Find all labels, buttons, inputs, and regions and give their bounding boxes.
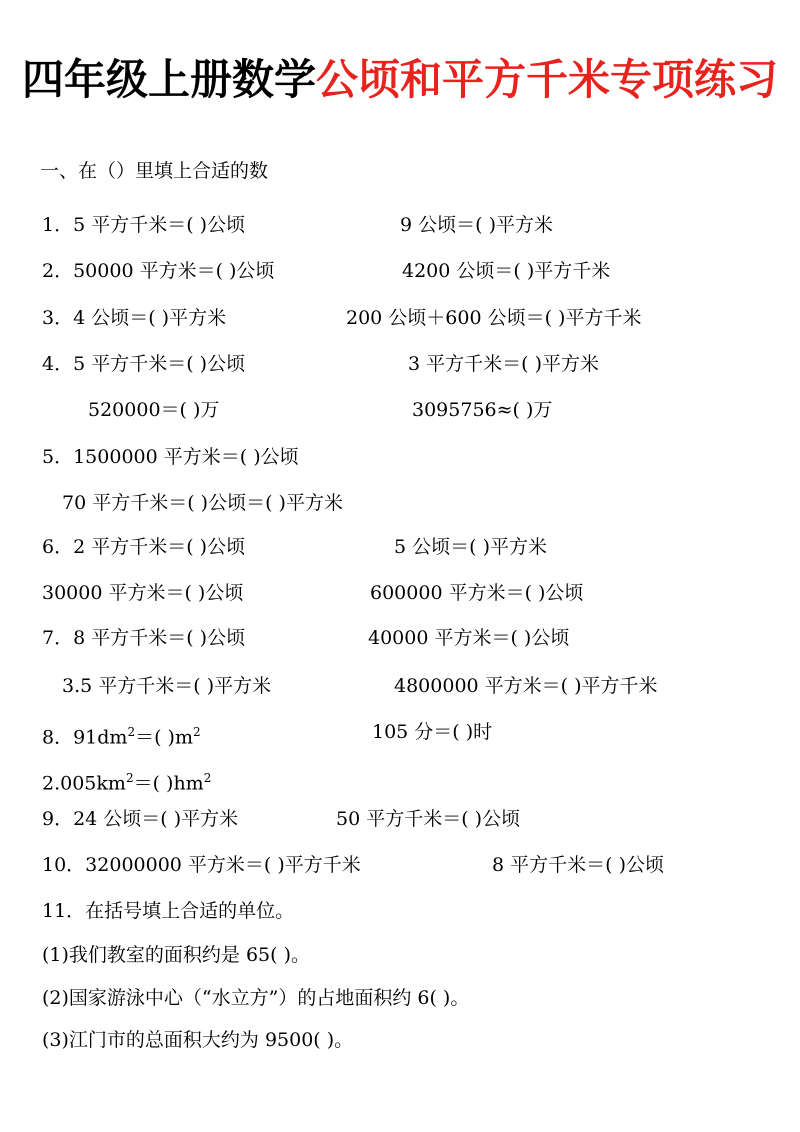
title-red-part: 公顷和平方千米专项练习 [316,55,779,104]
q8-c-sup1: 2 [125,771,134,785]
q8-c [42,765,211,796]
q6-d: 600000 平方米＝( )公顷 [370,582,584,604]
q2-b: 4200 公顷＝( )平方千米 [402,260,611,282]
q9-b: 50 平方千米＝( )公顷 [336,808,521,830]
q7-c: 3.5 平方千米＝( )平方米 [62,675,272,697]
q8-c-lhs: 2.005km [42,772,126,795]
q8-a-sup1: 2 [127,725,136,739]
q6-b: 5 公顷＝( )平方米 [394,536,547,558]
q1-a: 1．5 平方千米＝( )公顷 [42,214,246,236]
q8-b: 105 分＝( )时 [372,721,493,743]
q4-d: 3095756≈( )万 [412,399,553,421]
q8-c-rhs: ＝( )hm [133,772,204,795]
q8-a-sup2: 2 [192,725,201,739]
q6-c: 30000 平方米＝( )公顷 [42,582,244,604]
q8-a-rhs: ＝( )m [135,726,193,749]
q11-3: (3)江门市的总面积大约为 9500( )。 [42,1029,354,1051]
q9-a: 9．24 公顷＝( )平方米 [42,808,239,830]
q11-2: (2)国家游泳中心（“水立方”）的占地面积约 6( )。 [42,987,470,1009]
q5-b: 70 平方千米＝( )公顷＝( )平方米 [62,492,343,514]
q2-a: 2．50000 平方米＝( )公顷 [42,260,275,282]
q11-heading: 11．在括号填上合适的单位。 [42,900,295,922]
q4-c: 520000＝( )万 [88,399,220,421]
q8-c-sup2: 2 [203,771,212,785]
q4-b: 3 平方千米＝( )平方米 [408,353,599,375]
q3-a: 3．4 公顷＝( )平方米 [42,307,227,329]
q6-a: 6．2 平方千米＝( )公顷 [42,536,246,558]
page-title [0,52,800,108]
q8-a-lhs: 8．91dm [42,726,128,749]
q4-a: 4．5 平方千米＝( )公顷 [42,353,246,375]
q10-b: 8 平方千米＝( )公顷 [492,854,664,876]
q8-a [42,719,201,750]
q7-b: 40000 平方米＝( )公顷 [368,627,570,649]
q7-d: 4800000 平方米＝( )平方千米 [394,675,658,697]
title-black-part: 四年级上册数学 [21,55,316,104]
section-heading: 一、在（）里填上合适的数 [40,160,269,182]
q10-a: 10．32000000 平方米＝( )平方千米 [42,854,361,876]
q3-b: 200 公顷＋600 公顷＝( )平方千米 [346,307,642,329]
q1-b: 9 公顷＝( )平方米 [400,214,553,236]
q11-1: (1)我们教室的面积约是 65( )。 [42,944,310,966]
q7-a: 7．8 平方千米＝( )公顷 [42,627,246,649]
q5-a: 5．1500000 平方米＝( )公顷 [42,446,299,468]
